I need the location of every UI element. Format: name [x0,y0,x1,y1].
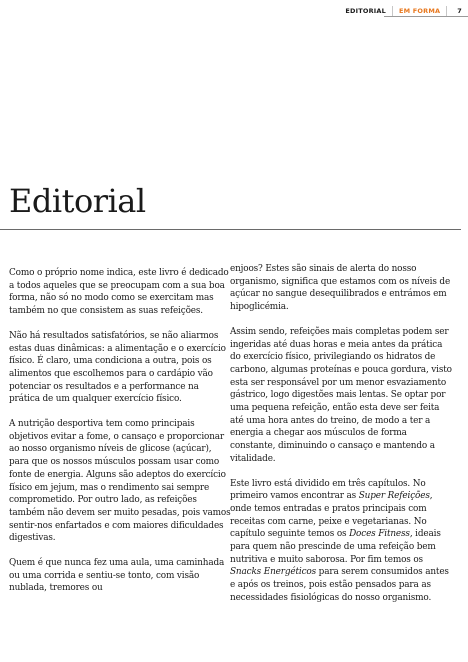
text-run: , ideais para quem não prescinde de uma refeição bem nutritiva e muito saborosa. Por fim temos os [230,529,441,565]
page-number: 7 [457,7,462,15]
header-rule [384,16,468,17]
section-label: EDITORIAL [345,7,387,15]
title-rule [0,229,461,230]
paragraph: Não há resultados satisfatórios, se não aliarmos estas duas dinâmicas: a alimentação e o exercício físico. É claro, uma condiciona a outra, pois os alimentos que escolhemos para o cardápio vão potenciar os resultados e a performance na prática de um qualquer exercício físico. [9,330,226,405]
paragraph: Como o próprio nome indica, este livro é dedicado a todos aqueles que se preocupam com a sua boa forma, não só no modo como se exercitam mas também no que consistem as suas refeições. [9,268,229,317]
chapter-name: Doces Fitness [349,529,410,540]
chapter-name: Super Refeições [358,491,430,502]
paragraph: Assim sendo, refeições mais completas podem ser ingeridas até duas horas e meia antes da prática do exercício físico, privilegiando os hidratos de carbono, algumas proteínas e pouca gordura, visto esta ser responsável por um menor esvaziamento gástrico, logo digestões mais lentas. Se optar por uma pequena refeição, então esta deve ser feita até uma hora antes do treino, de modo a ter a energia a chegar aos músculos de forma constante, diminuindo o cansaço e mantendo a vitalidade. [230,326,452,464]
chapter-name: Snacks Energéticos [230,567,317,578]
paragraph: enjoos? Estes são sinais de alerta do nosso organismo, significa que estamos com os níveis de açúcar no sangue desequilibrados e entrámos em hipoglicémia. [230,264,451,313]
text-run: Este livro está dividido em três capítulos. No primeiro vamos encontrar as [230,478,426,502]
section-badge: EM FORMA [399,7,441,15]
body-column-left [9,267,231,607]
paragraph: A nutrição desportiva tem como principais objetivos evitar a fome, o cansaço e proporcionar ao nosso organismo níveis de glicose (açúcar), para que os nossos músculos possam usar como fonte de energia. Alguns são adeptos do exercício físico em jejum, mas o rendimento sai sempre comprometido. Por outro lado, as refeições também não devem ser muito pesadas, pois vamos sentir-nos enfartados e com maiores dificuldades digestivas. [9,419,231,544]
page-title: Editorial [9,182,146,220]
paragraph: Quem é que nunca fez uma aula, uma caminhada ou uma corrida e sentiu-se tonto, com visão nublada, tremores ou [9,558,225,594]
text-run: , onde temos entradas e pratos principais com receitas com carne, peixe e vegetarianas. No capítulo seguinte temos os [230,491,433,540]
paragraph [230,478,454,605]
body-column-right [230,263,454,617]
text-run: para serem consumidos antes e após os treinos, pois estão pensados para as necessidades fisiológicas do nosso organismo. [230,567,449,603]
